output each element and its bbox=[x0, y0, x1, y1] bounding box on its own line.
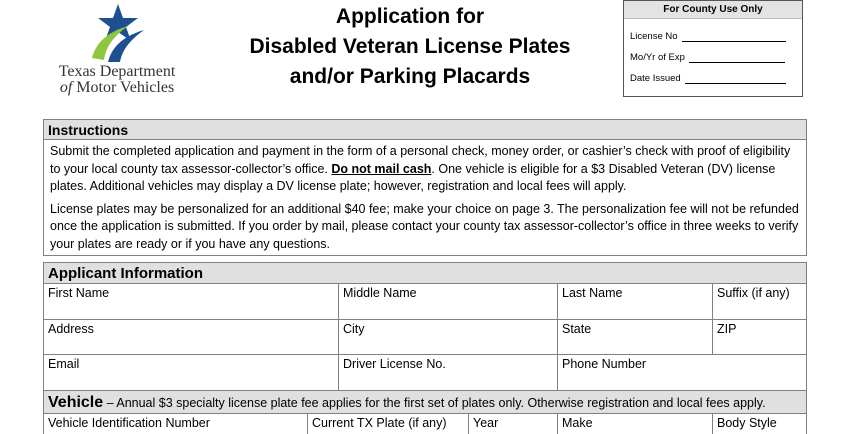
applicant-row-3 bbox=[43, 354, 807, 391]
year-field[interactable]: Year bbox=[468, 414, 557, 434]
vehicle-fee-note: – Annual $3 specialty license plate fee applies for the first set of plates only. Otherwise registration and local fees apply. bbox=[103, 396, 766, 410]
phone-number-field[interactable]: Phone Number bbox=[557, 355, 806, 390]
license-no-field: License No bbox=[630, 31, 786, 42]
zip-field[interactable]: ZIP bbox=[712, 320, 806, 354]
vin-field[interactable]: Vehicle Identification Number bbox=[48, 416, 210, 430]
instructions-heading: Instructions bbox=[43, 119, 807, 140]
suffix-field[interactable]: Suffix (if any) bbox=[712, 284, 806, 319]
last-name-field[interactable]: Last Name bbox=[557, 284, 713, 319]
applicant-row-1 bbox=[43, 283, 807, 320]
instructions-paragraph-1: Submit the completed application and payment in the form of a personal check, money order, or cashier’s check with proof of eligibility to your local county tax assessor-collector’s office. Do not mail cash. One vehicle is eligible for a $3 Disabled Veteran (DV) license plates. Additional vehicles may display a DV license plate; however, registration and local fees will apply. bbox=[50, 144, 791, 193]
middle-name-field[interactable]: Middle Name bbox=[338, 284, 557, 319]
logo-line-2: of Motor Vehicles bbox=[59, 79, 175, 96]
county-use-heading: For County Use Only bbox=[624, 1, 802, 19]
applicant-row-2 bbox=[43, 319, 807, 355]
instructions-paragraph-2: License plates may be personalized for an additional $40 fee; make your choice on page 3. The personalization fee will not be refunded once the application is submitted. If you order by mail, please contact your county tax assessor-collector’s office in three weeks to verify your plates are ready or if you have any questions. bbox=[50, 201, 799, 251]
city-field[interactable]: City bbox=[338, 320, 557, 354]
applicant-information-heading: Applicant Information bbox=[43, 262, 807, 284]
first-name-field[interactable]: First Name bbox=[48, 286, 110, 300]
instructions-body bbox=[43, 139, 807, 256]
mo-yr-exp-field: Mo/Yr of Exp bbox=[630, 52, 785, 63]
email-field[interactable]: Email bbox=[48, 357, 80, 371]
state-field[interactable]: State bbox=[557, 320, 713, 354]
driver-license-field[interactable]: Driver License No. bbox=[338, 355, 557, 390]
vehicle-row-1 bbox=[43, 413, 807, 434]
txdmv-star-icon bbox=[78, 2, 158, 64]
date-issued-field: Date Issued bbox=[630, 73, 786, 84]
logo-line-1: Texas Department bbox=[58, 63, 176, 80]
txdmv-logo bbox=[42, 2, 192, 102]
county-use-box bbox=[623, 0, 803, 97]
current-plate-field[interactable]: Current TX Plate (if any) bbox=[307, 414, 469, 434]
vehicle-heading: Vehicle – Annual $3 specialty license plate fee applies for the first set of plates only. Otherwise registration and local fees apply. bbox=[43, 390, 807, 414]
address-field[interactable]: Address bbox=[48, 322, 94, 336]
body-style-field[interactable]: Body Style bbox=[712, 414, 806, 434]
make-field[interactable]: Make bbox=[557, 414, 713, 434]
page-title: Application for Disabled Veteran License Plates and/or Parking Placards bbox=[249, 5, 571, 88]
